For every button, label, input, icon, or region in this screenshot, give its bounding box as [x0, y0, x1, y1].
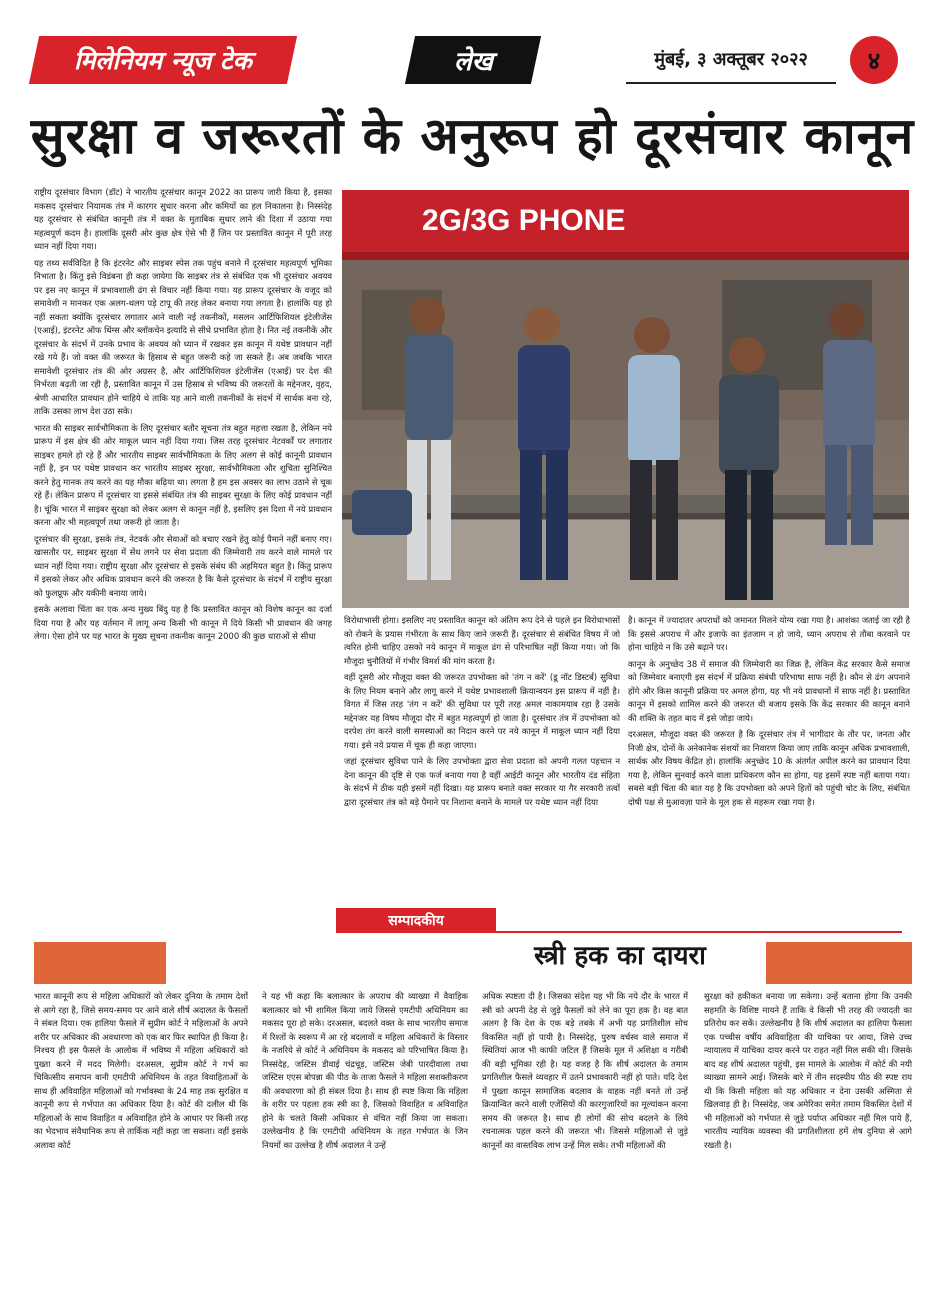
editorial-paragraph: ने यह भी कहा कि बलात्कार के अपराध की व्याख्या में वैवाहिक बलात्कार को भी शामिल किया जाये जिससे एमटीपी अधिनियम का मकसद पूरा हो सके। दरअसल, बदलते वक्त के साथ भारतीय समाज में रिश्तों के स्वरूप में आ रहे बदलावों व महिला अधिकारों के विस्तार के नजरिये से कोर्ट ने अधिनियम के मकसद को परिभाषित किया है। निस्संदेह, जस्टिस डीवाई चंद्रचूड़, जस्टिस जेबी पारदीवाला तथा जस्टिस एएस बोपन्ना की पीठ के ताजा फैसले ने महिला सशक्तीकरण की अवधारणा को ही संबल दिया है। साथ ही स्पष्ट किया कि महिला के शरीर पर पहला हक स्त्री का है, जिसको विवाहित व अविवाहित होने के चलते किसी अधिकार से वंचित नहीं किया जा सकता। उल्लेखनीय है कि एमटीपी अधिनियम के तहत गर्भपात के जिन नियमों का उल्लेख है शीर्ष अदालत ने उन्हें	[262, 991, 468, 1150]
editorial-paragraph: सुरक्षा को हकीकत बनाया जा सकेगा। उन्हें बताना होगा कि उनकी सहमति के विशिष्ट मायने हैं ताकि वे किसी भी तरह की ज्यादती का प्रतिरोध कर सकें। उल्लेखनीय है कि शीर्ष अदालत का हालिया फैसला एक पच्चीस वर्षीय अविवाहिता की याचिका पर आया, जिसे उच्च न्यायालय में याचिका दायर करने पर राहत नहीं मिल सकी थी। जिसके बाद वह शीर्ष अदालत पहुंची, इस मामले के आलोक में कोर्ट की नयी व्याख्या सामने आई। जिसके बारे में तीन सदस्यीय पीठ की स्पष्ट राय थी कि किसी महिला को यह अधिकार न देना उसकी अस्मिता से खिलवाड़ ही है। निस्संदेह, जब अमेरिका समेत तमाम विकसित देशों में भी महिलाओं को गर्भपात से जुड़े पर्याप्त अधिकार नहीं मिल पाये हैं, भारतीय न्यायिक व्यवस्था की प्रगतिशीलता हमें शेष दुनिया से आगे रखती है।	[704, 991, 912, 1150]
article-photo	[342, 190, 909, 608]
article-paragraph: विरोधाभासी होगा। इसलिए नए प्रस्तावित कानून को अंतिम रूप देने से पहले इन विरोधाभासों को रोकने के प्रयास गंभीरता के साथ किए जाने जरूरी हैं। दूरसंचार से संबंधित विषय में जो त्वरित होनी चाहिए उसको नये कानून में माकूल ढंग से परिभाषित नहीं किया गया। जो कि मौजूदा चुनौतियों में गंभीर विमर्श की मांग करता है।	[344, 615, 620, 666]
article-paragraph: दरअसल, मौजूदा वक्त की जरूरत है कि दूरसंचार तंत्र में भागीदार के तौर पर, जनता और निजी क्षेत्र, दोनों के अनेकानेक संशयों का निवारण किया जाए ताकि कानून अधिक प्रभावशाली, सार्थक और विषय केंद्रित हो। हालांकि अनुच्छेद 10 के अंतर्गत अपील करने का प्रावधान दिया गया है, लेकिन सुनवाई करने वाला प्राधिकरण कौन सा होगा, यह इसमें स्पष्ट नहीं बताया गया। सबसे बड़ी चिंता की बात यह है कि उपभोक्ता को अपने हितों को पहुंची चोट के लिए, संबंधित दोषी पक्ष से मुआवज़ा पाने के मूल हक से महरूम रखा गया है।	[628, 729, 910, 807]
brand-name: मिलेनियम न्यूज टेक	[74, 46, 252, 75]
section-tag	[405, 36, 541, 84]
editorial-paragraph: भारत कानूनी रूप से महिला अधिकारों को लेकर दुनिया के तमाम देशों से आगे रहा है, जिसे समय-समय पर आने वाले शीर्ष अदालत के फैसलों ने संबल दिया। एक हालिया फैसले में सुप्रीम कोर्ट ने महिलाओं के अपने शरीर पर अधिकार की अवधारणा को एक बार फिर स्थापित ही किया है। निश्चय ही इस फैसले के आलोक में भविष्य में महिला अधिकारों को पुख्ता करने में मदद मिलेगी। दरअसल, सुप्रीम कोर्ट ने गर्भ का चिकित्सीय समापन वानी एमटीपी अधिनियम के तहत विवाहिताओं के साथ ही अविवाहित महिलाओं को गर्भावस्था के 24 माह तक सुरक्षित व कानूनी रूप से गर्भपात का अधिकार दिया है। कोर्ट की दलील थी कि महिलाओं के साथ विवाहित व अविवाहित होने के आधार पर किसी तरह का भेदभाव संवैधानिक रूप से तार्किक नहीं कहा जा सकता। वहीं इसके अलावा कोर्ट	[34, 991, 248, 1150]
article-paragraph: यह तथ्य सर्वविदित है कि इंटरनेट और साइबर स्पेस तक पहुंच बनाने में दूरसंचार महत्वपूर्ण भूमिका निभाता है। किंतु इसे विडंबना ही कहा जायेगा कि साइबर तंत्र से संबंधित एक भी दूरसंचार अवयव पर इस नए कानून में प्रभावशाली ढंग से विचार नहीं किया गया। यह प्रारूप दूरसंचार के वजूद को समावेशी न मानकर एक अलग-थलग पड़े टापू की तरह लेकर बनाया गया लगता है। हालांकि यह हो नहीं सकता क्योंकि दूरसंचार लगातार आने वाली नई तकनीकों, मसलन आर्टिफिशियल इंटेलीजेंस (एआई), इंटरनेट ऑफ थिंग्स और ब्लॉकचेन इत्यादि से सीधे प्रभावित होता है। नित नई तकनीकें और दूरसंचार के संदर्भ में उनके प्रभाव के अवयव को ध्यान में रखकर इस कानून में यथेष्ट प्रावधान नहीं रखे गये हैं। जो वक्त की जरूरत के हिसाब से बहुत जरूरी कहे जा सकते हैं। अब जबकि भारत समावेशी दूरसंचार तंत्र की ओर अग्रसर है, और आर्टिफिशियल इंटेलीजेंस (एआई) पर देश की निर्भरता बढ़ती जा रही है, प्रस्तावित कानून में उस हिसाब से भविष्य की जरूरतों के मद्देनजर, वृहद, श्रेणी आधारित प्रावधान होने चाहिये थे ताकि यह आने वाली तकनीकों के संदर्भ में सार्थक बना रहे, ताकि उसका लाभ देश उठा सके।	[34, 257, 332, 416]
left-decorative-bar	[34, 942, 166, 984]
article-column-1	[34, 186, 332, 904]
photo-illustration	[342, 190, 909, 608]
article-paragraph: इसके अलावा चिंता का एक अन्य मुख्य बिंदु यह है कि प्रस्तावित कानून को विशेष कानून का दर्जा दिया गया है और यह वर्तमान में लागू अन्य किसी भी कानून में दिये किसी भी प्रावधान की जगह लेगा। ऐसा होने पर यह भारत के मुख्य सूचना तकनीक कानून 2000 की कुछ धाराओं से सीधा	[34, 604, 332, 641]
editorial-tag: सम्पादकीय	[336, 908, 496, 932]
editorial-column-3	[482, 990, 688, 1272]
article-paragraph: वहीं दूसरी ओर मौजूदा वक्त की जरूरत उपभोक्ता को 'तंग न करें' (डू नॉट डिस्टर्ब) सुविधा के लिए नियम बनाने और लागू करने में यथेष्ट प्रभावशाली क्रियान्वयन इस प्रारूप में नहीं है। विगत में जिस तरह 'तंग न करें' की सुविधा पर पूरी तरह अमल नाकामयाब रहा है उसके मद्देनजर यह विषय मौजूदा दौर में बहुत महत्वपूर्ण हो जाता है। दूरसंचार तंत्र में उपभोक्ता को दरपेश तंग करने वाली समस्याओं का निदान करने पर नये कानून में माकूल ध्यान नहीं दिया गया। इसे नये प्रयास में चूक ही कहा जाएगा।	[344, 672, 620, 750]
article-paragraph: जहां दूरसंचार सुविधा पाने के लिए उपभोक्ता द्वारा सेवा प्रदाता को अपनी गलत पहचान न देना कानून की दृष्टि से एक फर्ज बनाया गया है वहीं आईटी कानून और भारतीय दंड संहिता के संदर्भ में ठीक यही इसमें नहीं दिखा। यह प्रारूप बनाते वक्त सरकार या गैर सरकारी तत्वों द्वारा दूरसंचार तंत्र को बड़े पैमाने पर निशाना बनाने के मामले पर यथेष्ट ध्यान नहीं दिया	[344, 756, 620, 807]
photo-sign-text: 2G/3G PHONE	[422, 204, 626, 237]
dateline: मुंबई, ३ अक्तूबर २०२२	[626, 36, 836, 84]
article-headline: सुरक्षा व जरूरतों के अनुरूप हो दूरसंचार कानून	[30, 106, 915, 165]
editorial-rule	[336, 931, 902, 933]
article-column-2	[344, 614, 620, 904]
article-paragraph: भारत की साइबर सार्वभौमिकता के लिए दूरसंचार बतौर सूचना तंत्र बहुत महत्ता रखता है, लेकिन नये प्रारूप में इस क्षेत्र की ओर माकूल ध्यान नहीं दिया गया। जिस तरह दूरसंचार नेटवर्कों पर लगातार साइबर हमले हो रहे हैं और भारतीय साइबर सार्वभौमिकता के लिए अलग से कोई कानूनी प्रावधान नहीं है, इन पर यथेष्ट प्रावधान कर भारतीय साइबर सुरक्षा, सार्वभौमिकता और शुचिता सुनिश्चित करने हेतु मानक तय करने का यह मौका बढ़िया था। लगता है हम इस अवसर का लाभ उठाने से चूक रहे हैं। लेकिन प्रारूप में दूरसंचार या इससे संबंधित तंत्र की साइबर सुरक्षा के लिए कोई प्रावधान नहीं है। चूंकि भारत में साइबर सुरक्षा को लेकर अलग से कानून नहीं है, इसलिए इस दिशा में नये प्रावधान करना और भी महत्वपूर्ण तथा जरूरी हो जाता है।	[34, 422, 332, 527]
editorial-column-4	[704, 990, 912, 1272]
article-paragraph: है। कानून में ज्यादातर अपराधों को जमानत मिलने योग्य रखा गया है। आशंका जताई जा रही है कि इससे अपराध में और इजाफे का इंतजाम न हो जाये, ध्यान अपराध से तौबा करवाने पर होना चाहिये न कि उसे बढ़ाने पर।	[628, 615, 910, 652]
editorial-headline: स्त्री हक का दायरा	[534, 941, 706, 971]
editorial-paragraph: अधिक स्पष्टता दी है। जिसका संदेश यह भी कि नये दौर के भारत में स्त्री को अपनी देह से जुड़े फैसलों को लेने का पूरा हक है। वह बात अलग है कि देश के एक बड़े तबके में अभी यह प्रगतिशील सोच विकसित नहीं हो पायी है। निस्संदेह, पुरुष वर्चस्व वाले समाज में स्थितियां आज भी काफी जटिल हैं जिसके मूल में अशिक्षा व गरीबी की बड़ी भूमिका रही है। यह वजह है कि शीर्ष अदालत के तमाम प्रगतिशील फैसले व्यवहार में उतने प्रभावकारी नहीं हो पाते। यदि देश में पुख्ता कानून सामाजिक बदलाव के वाहक नहीं बनते तो उन्हें क्रियान्वित करने वाली एजेंसियों की कारगुजारियों का मूल्यांकन करना समय की जरूरत है। साथ ही लोगों की सोच बदलने के लिये रचनात्मक पहल करने की जरूरत भी। जिससे महिलाओं से जुड़े कानूनों का वास्तविक लाभ उन्हें मिल सके। तभी महिलाओं की	[482, 991, 688, 1150]
section-label: लेख	[453, 47, 493, 77]
article-column-3	[628, 614, 910, 904]
article-paragraph: राष्ट्रीय दूरसंचार विभाग (डॉट) ने भारतीय दूरसंचार कानून 2022 का प्रारूप जारी किया है, इसका मकसद दूरसंचार नियामक तंत्र में कारगर सुधार करना और कमियों का हल निकालना है। निस्संदेह यह दूरसंचार से संबंधित कानूनी तंत्र में वक्त के मुताबिक सुधार लाने की दिशा में उठाया गया महत्वपूर्ण कदम है। हालांकि दूसरी ओर कुछ क्षेत्र ऐसे भी हैं जिन पर प्रस्तावित कानून में पूरी तरह ध्यान नहीं दिया गया।	[34, 187, 332, 251]
editorial-column-2	[262, 990, 468, 1272]
article-paragraph: कानून के अनुच्छेद 38 में समाज की जिम्मेवारी का जिक्र है, लेकिन केंद्र सरकार कैसे समाज को जिम्मेवार बनाएगी इस संदर्भ में प्रक्रिया संबंधी परिभाषा साफ नहीं है। कौन से ढंग अपनाने होंगे और किस कानूनी प्रक्रिया पर अमल होगा, यह भी नये प्रावधानों में साफ नहीं है। प्रस्तावित कानून में इसको शामिल करने की जरूरत थी बजाय इसके कि केंद्र सरकार की कानून बनाने की शक्ति के तहत बाद में इसे जोड़ा जाये।	[628, 658, 910, 723]
editorial-column-1	[34, 990, 248, 1272]
masthead-brand	[29, 36, 297, 84]
page-number: ४	[850, 36, 898, 84]
article-paragraph: दूरसंचार की सुरक्षा, इसके तंत्र, नेटवर्क और सेवाओं को बचाए रखने हेतु कोई पैमाने नहीं बनाए गए। खासतौर पर, साइबर सुरक्षा में सेंध लगने पर सेवा प्रदाता की जिम्मेवारी तय करने वाले मामले पर ध्यान नहीं दिया गया। राष्ट्रीय सुरक्षा और दूरसंचार से इसके संबंध की अहमियत बहुत है। किंतु प्रारूप में इसको लेकर और अधिक प्रावधान करने की जरूरत है कि कैसे दूरसंचार के संदर्भ में राष्ट्रीय सुरक्षा को फुलप्रूफ और यकीनी बनाया जाये।	[34, 533, 332, 598]
